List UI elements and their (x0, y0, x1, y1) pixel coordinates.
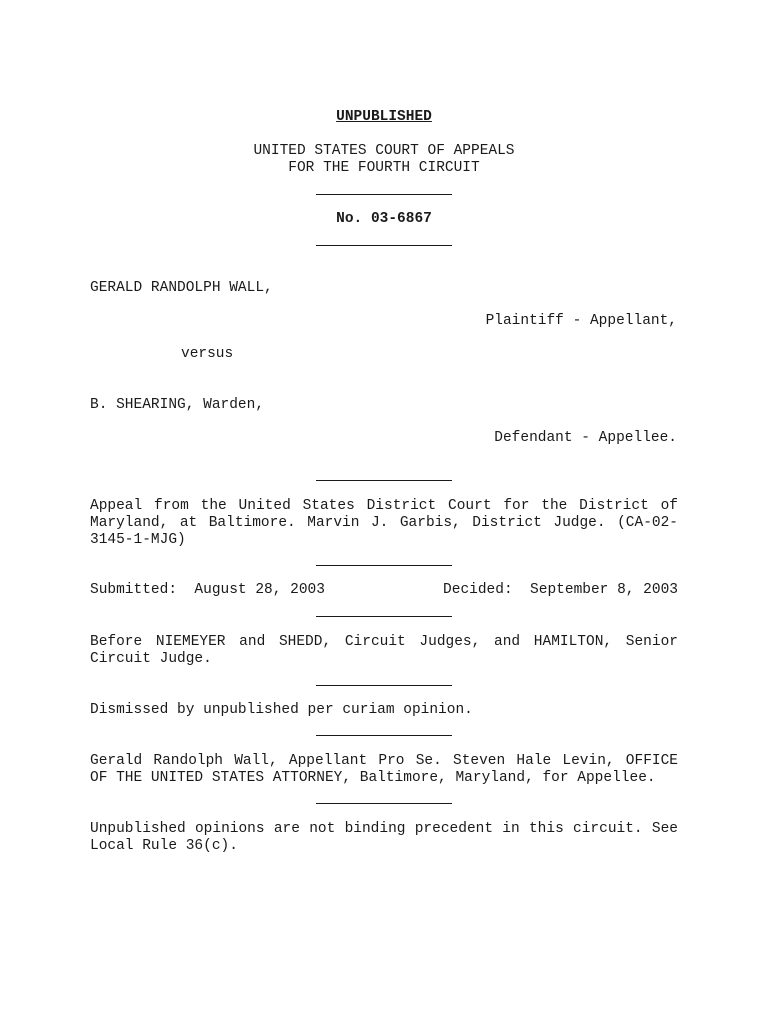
submitted-date: Submitted: August 28, 2003 (90, 582, 325, 598)
divider-rule (316, 245, 452, 246)
court-name-line-1: UNITED STATES COURT OF APPEALS (253, 143, 515, 159)
appeal-from-paragraph: Appeal from the United States District Court for the District of Maryland, at Baltimore. Marvin J. Garbis, District Judge. (CA-02-3145-1-MJG) (90, 498, 678, 548)
court-name-line-2: FOR THE FOURTH CIRCUIT (288, 160, 480, 176)
case-number: No. 03-6867 (336, 211, 432, 227)
panel-judges-paragraph: Before NIEMEYER and SHEDD, Circuit Judges, and HAMILTON, Senior Circuit Judge. (90, 634, 678, 667)
defendant-role: Defendant - Appellee. (494, 430, 677, 446)
divider-rule (316, 803, 452, 804)
disposition-line: Dismissed by unpublished per curiam opinion. (90, 702, 473, 718)
dates-row (90, 582, 678, 599)
decided-date: Decided: September 8, 2003 (443, 582, 678, 598)
unpublished-heading: UNPUBLISHED (336, 109, 432, 125)
versus-label: versus (181, 346, 234, 362)
defendant-name: B. SHEARING, Warden, (90, 397, 265, 413)
divider-rule (316, 735, 452, 736)
divider-rule (316, 194, 452, 195)
divider-rule (316, 480, 452, 481)
precedent-note: Unpublished opinions are not binding precedent in this circuit. See Local Rule 36(c). (90, 821, 678, 854)
counsel-paragraph: Gerald Randolph Wall, Appellant Pro Se. Steven Hale Levin, OFFICE OF THE UNITED STATES ATTORNEY, Baltimore, Maryland, for Appellee. (90, 753, 678, 786)
divider-rule (316, 685, 452, 686)
plaintiff-role: Plaintiff - Appellant, (485, 313, 677, 329)
plaintiff-name: GERALD RANDOLPH WALL, (90, 280, 273, 296)
divider-rule (316, 616, 452, 617)
divider-rule (316, 565, 452, 566)
